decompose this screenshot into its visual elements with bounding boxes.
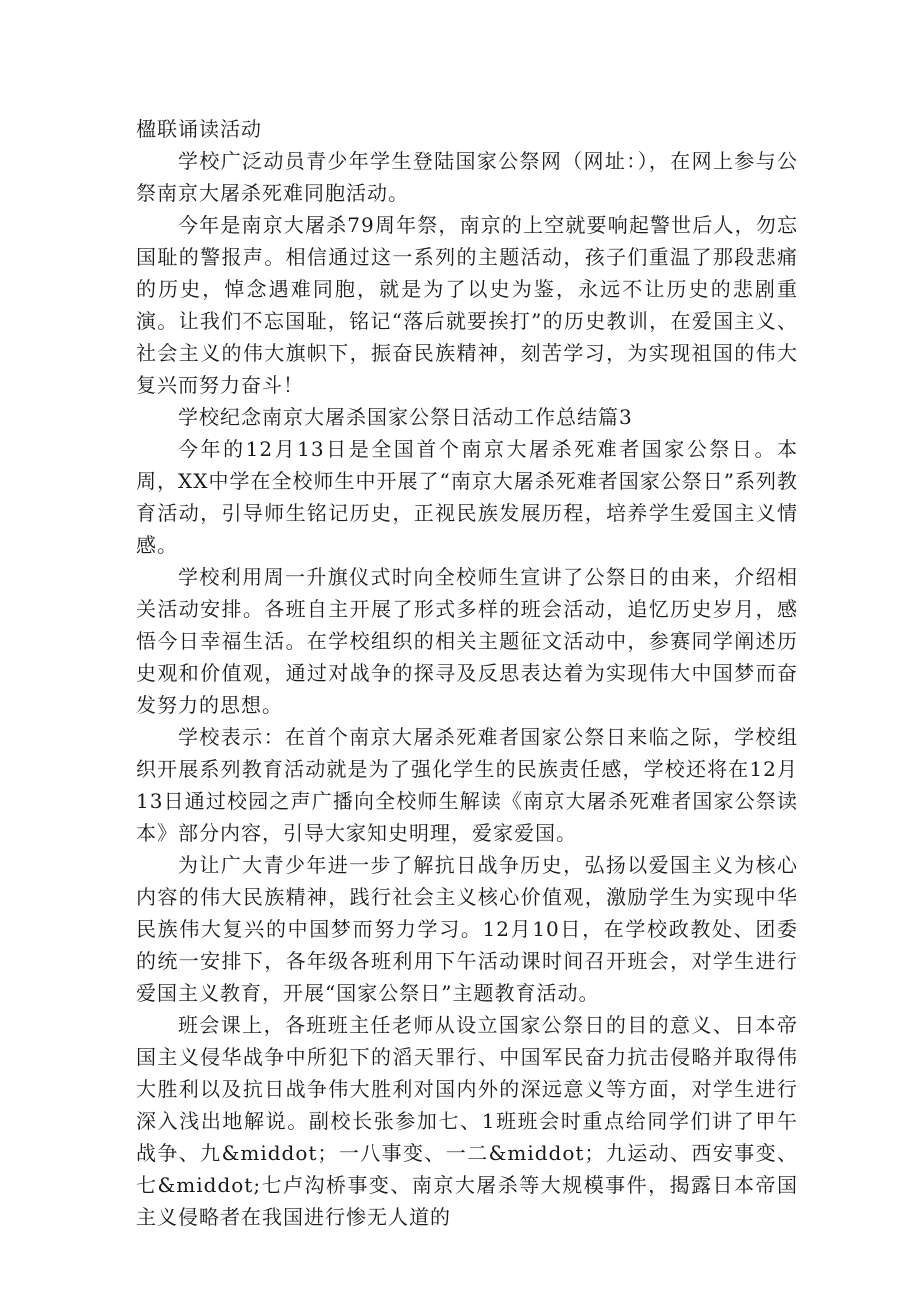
paragraph-school-statement: 学校表示：在首个南京大屠杀死难者国家公祭日来临之际，学校组织开展系列教育活动就是为了强化学生的民族责任感，学校还将在12月13日通过校园之声广播向全校师生解读《南京大屠杀死难者国家公祭读本》部分内容，引导大家知史明理，爱家爱国。 [136,725,798,845]
paragraph-online-memorial: 学校广泛动员青少年学生登陆国家公祭网（网址：），在网上参与公祭南京大屠杀死难同胞活动。 [136,149,798,205]
section-title-summary-3: 学校纪念南京大屠杀国家公祭日活动工作总结篇3 [178,405,633,429]
document-body [136,113,798,1233]
paragraph-flag-ceremony: 学校利用周一升旗仪式时向全校师生宣讲了公祭日的由来，介绍相关活动安排。各班自主开展了形式多样的班会活动，追忆历史岁月，感悟今日幸福生活。在学校组织的相关主题征文活动中，参赛同学阐述历史观和价值观，通过对战争的探寻及反思表达着为实现伟大中国梦而奋发努力的思想。 [136,565,798,717]
section-heading-couplet-reading: 楹联诵读活动 [136,117,262,141]
paragraph-first-memorial-day: 今年的12月13日是全国首个南京大屠杀死难者国家公祭日。本周，XX中学在全校师生中开展了“南京大屠杀死难者国家公祭日”系列教育活动，引导师生铭记历史，正视民族发展历程，培养学生爱国主义情感。 [136,437,798,557]
paragraph-class-meetings: 为让广大青少年进一步了解抗日战争历史，弘扬以爱国主义为核心内容的伟大民族精神，践行社会主义核心价值观，激励学生为实现中华民族伟大复兴的中国梦而努力学习。12月10日，在学校政教处、团委的统一安排下，各年级各班利用下午活动课时间召开班会，对学生进行爱国主义教育，开展“国家公祭日”主题教育活动。 [136,853,798,1005]
paragraph-class-meeting-details: 班会课上，各班班主任老师从设立国家公祭日的目的意义、日本帝国主义侵华战争中所犯下的滔天罪行、中国军民奋力抗击侵略并取得伟大胜利以及抗日战争伟大胜利对国内外的深远意义等方面，对学生进行深入浅出地解说。副校长张参加七、1班班会时重点给同学们讲了甲午战争、九&middot；一八事变、一二&middot；九运动、西安事变、七&middot;七卢沟桥事变、南京大屠杀等大规模事件，揭露日本帝国主义侵略者在我国进行惨无人道的 [136,1013,798,1229]
paragraph-79th-anniversary: 今年是南京大屠杀79周年祭，南京的上空就要响起警世后人，勿忘国耻的警报声。相信通过这一系列的主题活动，孩子们重温了那段悲痛的历史，悼念遇难同胞，就是为了以史为鉴，永远不让历史的悲剧重演。让我们不忘国耻，铭记“落后就要挨打”的历史教训，在爱国主义、社会主义的伟大旗帜下，振奋民族精神，刻苦学习，为实现祖国的伟大复兴而努力奋斗！ [136,213,798,397]
